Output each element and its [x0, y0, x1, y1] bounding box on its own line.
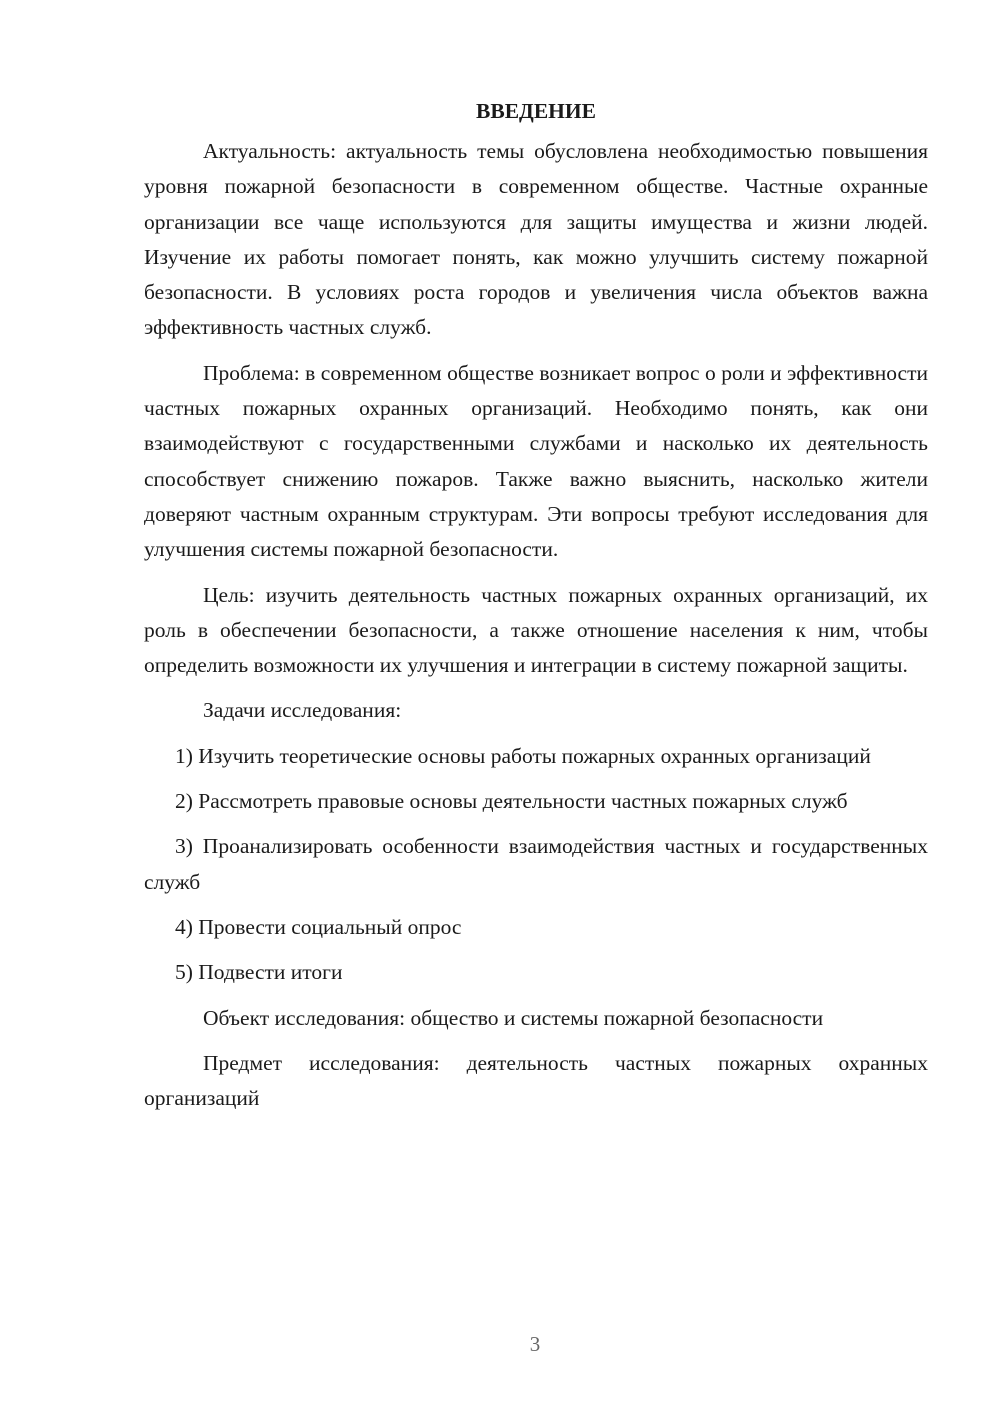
document-page [144, 96, 928, 1126]
research-subject: Предмет исследования: деятельность частных пожарных охранных организаций [144, 1050, 928, 1111]
task-item-2: 2) Рассмотреть правовые основы деятельности частных пожарных служб [175, 789, 848, 814]
relevance-paragraph: Актуальность: актуальность темы обусловлена необходимостью повышения уровня пожарной безопасности в современном обществе. Частные охранные организации все чаще используются для защиты имущества и жизни людей. Изучение их работы помогает понять, как можно улучшить систему пожарной безопасности. В условиях роста городов и увеличения числа объектов важна эффективность частных служб. [144, 139, 928, 340]
task-item-4: 4) Провести социальный опрос [175, 914, 462, 939]
problem-paragraph: Проблема: в современном обществе возникает вопрос о роли и эффективности частных пожарных охранных организаций. Необходимо понять, как они взаимодействуют с государственными службами и насколько их деятельность способствует снижению пожаров. Также важно выяснить, насколько жители доверяют частным охранным структурам. Эти вопросы требуют исследования для улучшения системы пожарной безопасности. [144, 360, 928, 562]
goal-paragraph: Цель: изучить деятельность частных пожарных охранных организаций, их роль в обеспечении безопасности, а также отношение населения к ним, чтобы определить возможности их улучшения и интеграции в систему пожарной защиты. [144, 582, 928, 678]
task-item-3: 3) Проанализировать особенности взаимодействия частных и государственных служб [144, 834, 928, 894]
research-object: Объект исследования: общество и системы пожарной безопасности [203, 1005, 824, 1030]
task-item-1: 1) Изучить теоретические основы работы пожарных охранных организаций [175, 743, 871, 768]
task-item-5: 5) Подвести итоги [175, 960, 343, 985]
tasks-heading: Задачи исследования: [203, 698, 402, 723]
section-title: ВВЕДЕНИЕ [476, 99, 596, 123]
page-number: 3 [529, 1332, 541, 1356]
